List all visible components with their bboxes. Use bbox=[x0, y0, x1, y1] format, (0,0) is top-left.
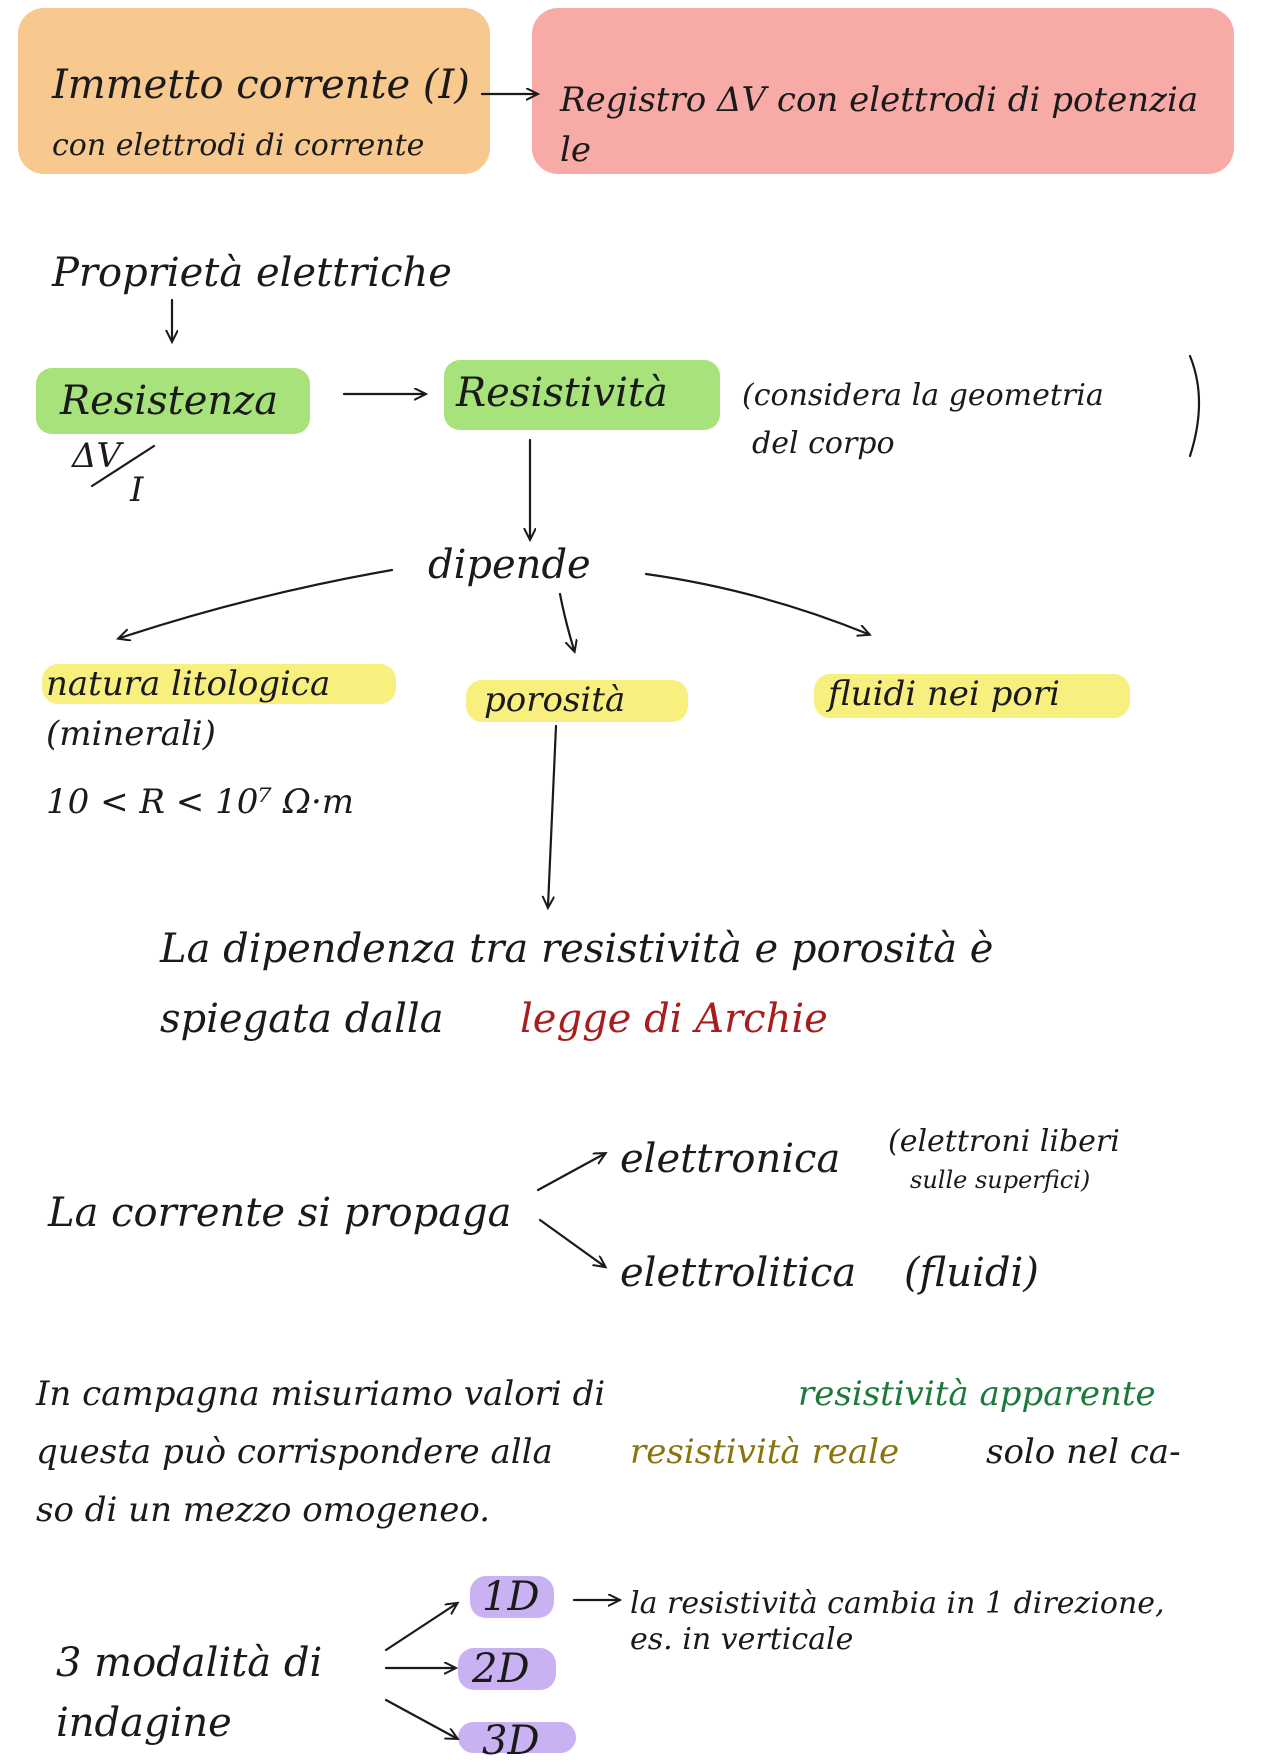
propagation-option1: elettronica bbox=[620, 1136, 841, 1182]
arrow-modes-to-3d bbox=[386, 1700, 456, 1738]
arrow-porosita-to-archie bbox=[548, 726, 556, 906]
archie-line1: La dipendenza tra resistività e porosità è bbox=[160, 926, 994, 972]
section-heading: Proprietà elettriche bbox=[52, 250, 452, 296]
mode1-label: 1D bbox=[482, 1574, 540, 1620]
arrow-dipende-to-branch2 bbox=[560, 594, 574, 650]
mode1-note-line2: es. in verticale bbox=[630, 1622, 854, 1657]
box1-line1: Immetto corrente (I) bbox=[52, 62, 470, 108]
apparent-line1-highlight: resistività apparente bbox=[798, 1374, 1156, 1414]
propagation-lead: La corrente si propaga bbox=[48, 1190, 512, 1236]
apparent-line2-suffix: solo nel ca- bbox=[986, 1432, 1181, 1472]
resistenza-label: Resistenza bbox=[60, 378, 279, 424]
geometry-note-close-paren bbox=[1190, 356, 1199, 456]
box2-line1: Registro ΔV con elettrodi di potenzia bbox=[560, 80, 1199, 120]
propagation-option2-note: (fluidi) bbox=[904, 1250, 1039, 1296]
arrow-modes-to-1d bbox=[386, 1604, 456, 1650]
branch1-range: 10 < R < 10⁷ Ω·m bbox=[46, 782, 355, 822]
mode2-label: 2D bbox=[472, 1646, 530, 1692]
archie-line2-highlight: legge di Archie bbox=[520, 996, 828, 1042]
box2-line2: le bbox=[560, 130, 591, 170]
propagation-option2: elettrolitica bbox=[620, 1250, 857, 1296]
geometry-note-line1: (considera la geometria bbox=[742, 378, 1104, 413]
modes-lead-line2: indagine bbox=[56, 1700, 232, 1746]
apparent-line2-highlight: resistività reale bbox=[630, 1432, 900, 1472]
mode1-note-line1: la resistività cambia in 1 direzione, bbox=[630, 1586, 1165, 1621]
branch3-label: fluidi nei pori bbox=[828, 674, 1060, 714]
propagation-option1-note2: sulle superfici) bbox=[910, 1166, 1091, 1194]
geometry-note-line2: del corpo bbox=[752, 426, 895, 461]
branch1-label: natura litologica bbox=[46, 664, 331, 704]
dipende-label: dipende bbox=[428, 542, 591, 588]
arrow-dipende-to-branch3 bbox=[646, 574, 868, 634]
arrow-dipende-to-branch1 bbox=[120, 570, 392, 638]
branch1-sublabel: (minerali) bbox=[46, 714, 216, 754]
archie-line2-prefix: spiegata dalla bbox=[160, 996, 444, 1042]
arrow-propagation-to-option2 bbox=[540, 1220, 604, 1266]
resistenza-formula-den: I bbox=[130, 470, 144, 510]
mode3-label: 3D bbox=[482, 1718, 540, 1764]
apparent-line3: so di un mezzo omogeneo. bbox=[36, 1490, 491, 1530]
box1-line2: con elettrodi di corrente bbox=[52, 128, 425, 163]
propagation-option1-note1: (elettroni liberi bbox=[888, 1124, 1120, 1159]
apparent-line2-prefix: questa può corrispondere alla bbox=[36, 1432, 553, 1472]
arrow-propagation-to-option1 bbox=[538, 1154, 604, 1190]
apparent-line1-prefix: In campagna misuriamo valori di bbox=[36, 1374, 606, 1414]
modes-lead-line1: 3 modalità di bbox=[56, 1640, 323, 1686]
resistenza-formula-num: ΔV bbox=[72, 436, 122, 476]
branch2-label: porosità bbox=[484, 680, 626, 720]
resistivita-label: Resistività bbox=[456, 370, 668, 416]
